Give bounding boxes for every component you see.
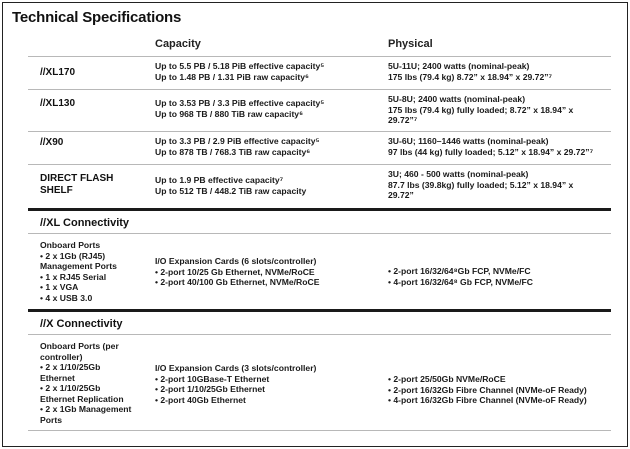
section-divider (28, 208, 611, 211)
bullet-item: • 1 x VGA (40, 282, 117, 293)
model-name-xl170: //XL170 (40, 67, 76, 78)
list-heading: I/O Expansion Cards (3 slots/controller) (155, 363, 317, 373)
model-name-direct-flash-shelf (40, 173, 113, 196)
bullet-item: • 2-port 10GBase-T Ethernet (155, 374, 316, 385)
bullet-item: • 2-port 25/50Gb NVMe/RoCE (388, 374, 587, 385)
physical-cell-xl170 (388, 61, 552, 82)
xl-connectivity-title: //XL Connectivity (40, 217, 130, 229)
bullet-item: • 1 x RJ45 Serial (40, 272, 117, 283)
x-fc-ports-list (388, 374, 587, 406)
capacity-line: Up to 1.48 PB / 1.31 PiB raw capacity⁶ (155, 71, 309, 82)
bullet-item: • 2-port 10/25 Gb Ethernet, NVMe/RoCE (155, 267, 319, 278)
model-name-line: SHELF (40, 184, 73, 196)
page-title: Technical Specifications (12, 9, 182, 26)
capacity-line: Up to 1.9 PB effective capacity⁷ (155, 175, 284, 185)
physical-column-header: Physical (388, 38, 433, 50)
xl-onboard-ports-list (40, 240, 117, 303)
capacity-line: Up to 968 TB / 880 TiB raw capacity⁶ (155, 108, 304, 119)
capacity-line: Up to 5.5 PB / 5.18 PiB effective capacity⁵ (155, 61, 325, 71)
row-divider (28, 89, 611, 90)
physical-cell-x90 (388, 136, 593, 157)
bullet-item: • 2 x 1/10/25Gb (40, 362, 131, 373)
list-heading: Ethernet (40, 372, 75, 383)
x-onboard-ports-list (40, 341, 131, 425)
row-divider (28, 164, 611, 165)
capacity-line: Up to 3.53 PB / 3.3 PiB effective capacity⁵ (155, 98, 325, 108)
list-heading: Onboard Ports (40, 240, 101, 250)
model-name-xl130: //XL130 (40, 98, 76, 109)
list-heading: Onboard Ports (per (40, 341, 119, 351)
physical-line: 97 lbs (44 kg) fully loaded; 5.12” x 18.94” x 29.72”⁷ (388, 146, 594, 157)
physical-line: 3U-6U; 1160–1446 watts (nominal-peak) (388, 136, 549, 146)
physical-cell-xl130 (388, 94, 573, 126)
capacity-cell-x90 (155, 136, 320, 157)
bullet-item: • 4-port 16/32/64⁸ Gb FCP, NVMe/FC (388, 277, 533, 288)
capacity-cell-direct-flash-shelf (155, 175, 306, 196)
capacity-cell-xl170 (155, 61, 324, 82)
row-divider (28, 334, 611, 335)
physical-cell-direct-flash-shelf (388, 169, 573, 201)
section-divider (28, 309, 611, 312)
xl-fc-ports-list (388, 266, 533, 287)
bullet-item: • 2 x 1/10/25Gb (40, 383, 131, 394)
table-bottom-divider (28, 430, 611, 431)
x-io-expansion-list (155, 363, 316, 405)
physical-line: 29.72” (388, 190, 414, 200)
bullet-item: • 4 x USB 3.0 (40, 293, 117, 304)
bullet-item: • 2-port 16/32/64⁸Gb FCP, NVMe/FC (388, 266, 533, 277)
capacity-line: Up to 878 TB / 768.3 TiB raw capacity⁶ (155, 146, 311, 157)
row-divider (28, 131, 611, 132)
row-divider (28, 233, 611, 234)
list-heading: Ports (40, 414, 62, 425)
capacity-line: Up to 512 TB / 448.2 TiB raw capacity (155, 185, 307, 196)
capacity-cell-xl130 (155, 98, 324, 119)
physical-line: 5U-11U; 2400 watts (nominal-peak) (388, 61, 530, 71)
bullet-item: • 2-port 40Gb Ethernet (155, 395, 316, 406)
capacity-column-header: Capacity (155, 38, 201, 50)
physical-line: 175 lbs (79.4 kg) fully loaded; 8.72” x 18.94” x (388, 104, 574, 115)
physical-line: 29.72”⁷ (388, 115, 418, 125)
bullet-item: • 2-port 40/100 Gb Ethernet, NVMe/RoCE (155, 277, 319, 288)
capacity-line: Up to 3.3 PB / 2.9 PiB effective capacity⁵ (155, 136, 320, 146)
bullet-item: • 2-port 1/10/25Gb Ethernet (155, 384, 316, 395)
list-heading: controller) (40, 351, 83, 362)
model-name-line: DIRECT FLASH (40, 173, 114, 184)
physical-line: 5U-8U; 2400 watts (nominal-peak) (388, 94, 526, 104)
bullet-item: • 2 x 1Gb Management (40, 404, 131, 415)
list-heading: Management Ports (40, 261, 117, 271)
list-heading: I/O Expansion Cards (6 slots/controller) (155, 256, 317, 266)
xl-io-expansion-list (155, 256, 319, 288)
bullet-item: • 4-port 16/32Gb Fibre Channel (NVMe-oF Ready) (388, 395, 587, 406)
bullet-item: • 2-port 16/32Gb Fibre Channel (NVMe-oF Ready) (388, 385, 587, 396)
model-name-x90: //X90 (40, 137, 64, 148)
physical-line: 175 lbs (79.4 kg) 8.72” x 18.94” x 29.72”⁷ (388, 71, 553, 82)
physical-line: 87.7 lbs (39.8kg) fully loaded; 5.12” x 18.94” x (388, 179, 574, 190)
physical-line: 3U; 460 - 500 watts (nominal-peak) (388, 169, 529, 179)
x-connectivity-title: //X Connectivity (40, 318, 123, 330)
header-divider (28, 56, 611, 57)
bullet-item: • 2 x 1Gb (RJ45) (40, 251, 117, 262)
list-heading: Ethernet Replication (40, 393, 124, 404)
